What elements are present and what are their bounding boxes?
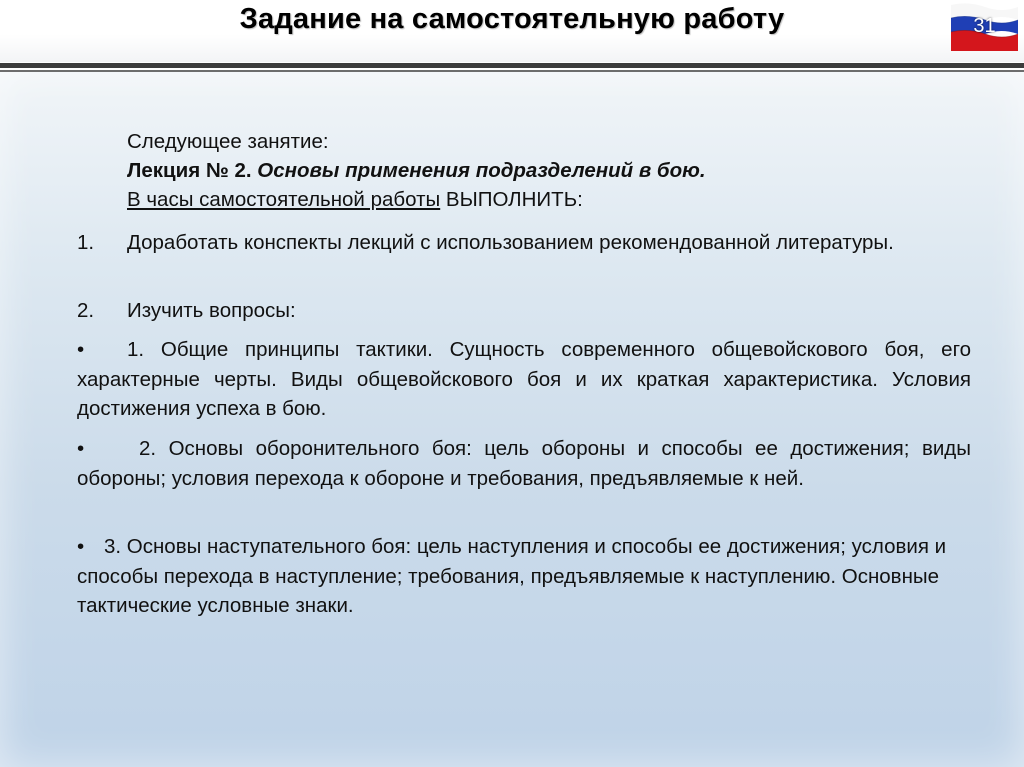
bullet-marker: •: [77, 535, 85, 558]
question-text: 3. Основы наступательного боя: цель наступления и способы ее достижения; условия и способы перехода в наступление; требования, предъявляемые к наступлению. Основные тактические условные знаки.: [77, 535, 947, 617]
lecture-prefix: Лекция № 2.: [127, 159, 252, 182]
task-text: Доработать конспекты лекций с использованием рекомендованной литературы.: [127, 231, 894, 254]
lecture-line: [127, 156, 706, 185]
slide-header: [0, 0, 1024, 62]
self-study-line: [127, 185, 706, 214]
question-item-2: [77, 434, 971, 493]
page-number: 31: [973, 15, 996, 37]
lecture-title: Основы применения подразделений в бою.: [257, 159, 706, 182]
task-item-2: [77, 296, 971, 326]
self-study-label: В часы самостоятельной работы: [127, 188, 441, 211]
slide-title: Задание на самостоятельную работу: [239, 3, 785, 35]
question-item-1: [77, 335, 971, 424]
next-class-label: Следующее занятие:: [127, 130, 329, 153]
question-item-3: [77, 532, 971, 621]
self-study-action: ВЫПОЛНИТЬ:: [445, 188, 583, 211]
bullet-marker: •: [77, 338, 85, 361]
question-text: 2. Основы оборонительного боя: цель обороны и способы ее достижения; виды обороны; условия перехода к обороне и требования, предъявляемые к ней.: [77, 437, 971, 490]
russian-flag-icon: [951, 3, 1018, 51]
header-divider-thick: [0, 63, 1024, 68]
bullet-marker: •: [77, 437, 85, 460]
question-text: 1. Общие принципы тактики. Сущность современного общевойскового боя, его характерные черты. Виды общевойскового боя и их краткая характеристика. Условия достижения успеха в бою.: [77, 338, 971, 420]
task-item-1: [77, 228, 971, 258]
task-text: Изучить вопросы:: [127, 299, 296, 322]
task-marker: 1.: [77, 231, 95, 254]
intro-block: [127, 127, 706, 214]
task-marker: 2.: [77, 299, 95, 322]
